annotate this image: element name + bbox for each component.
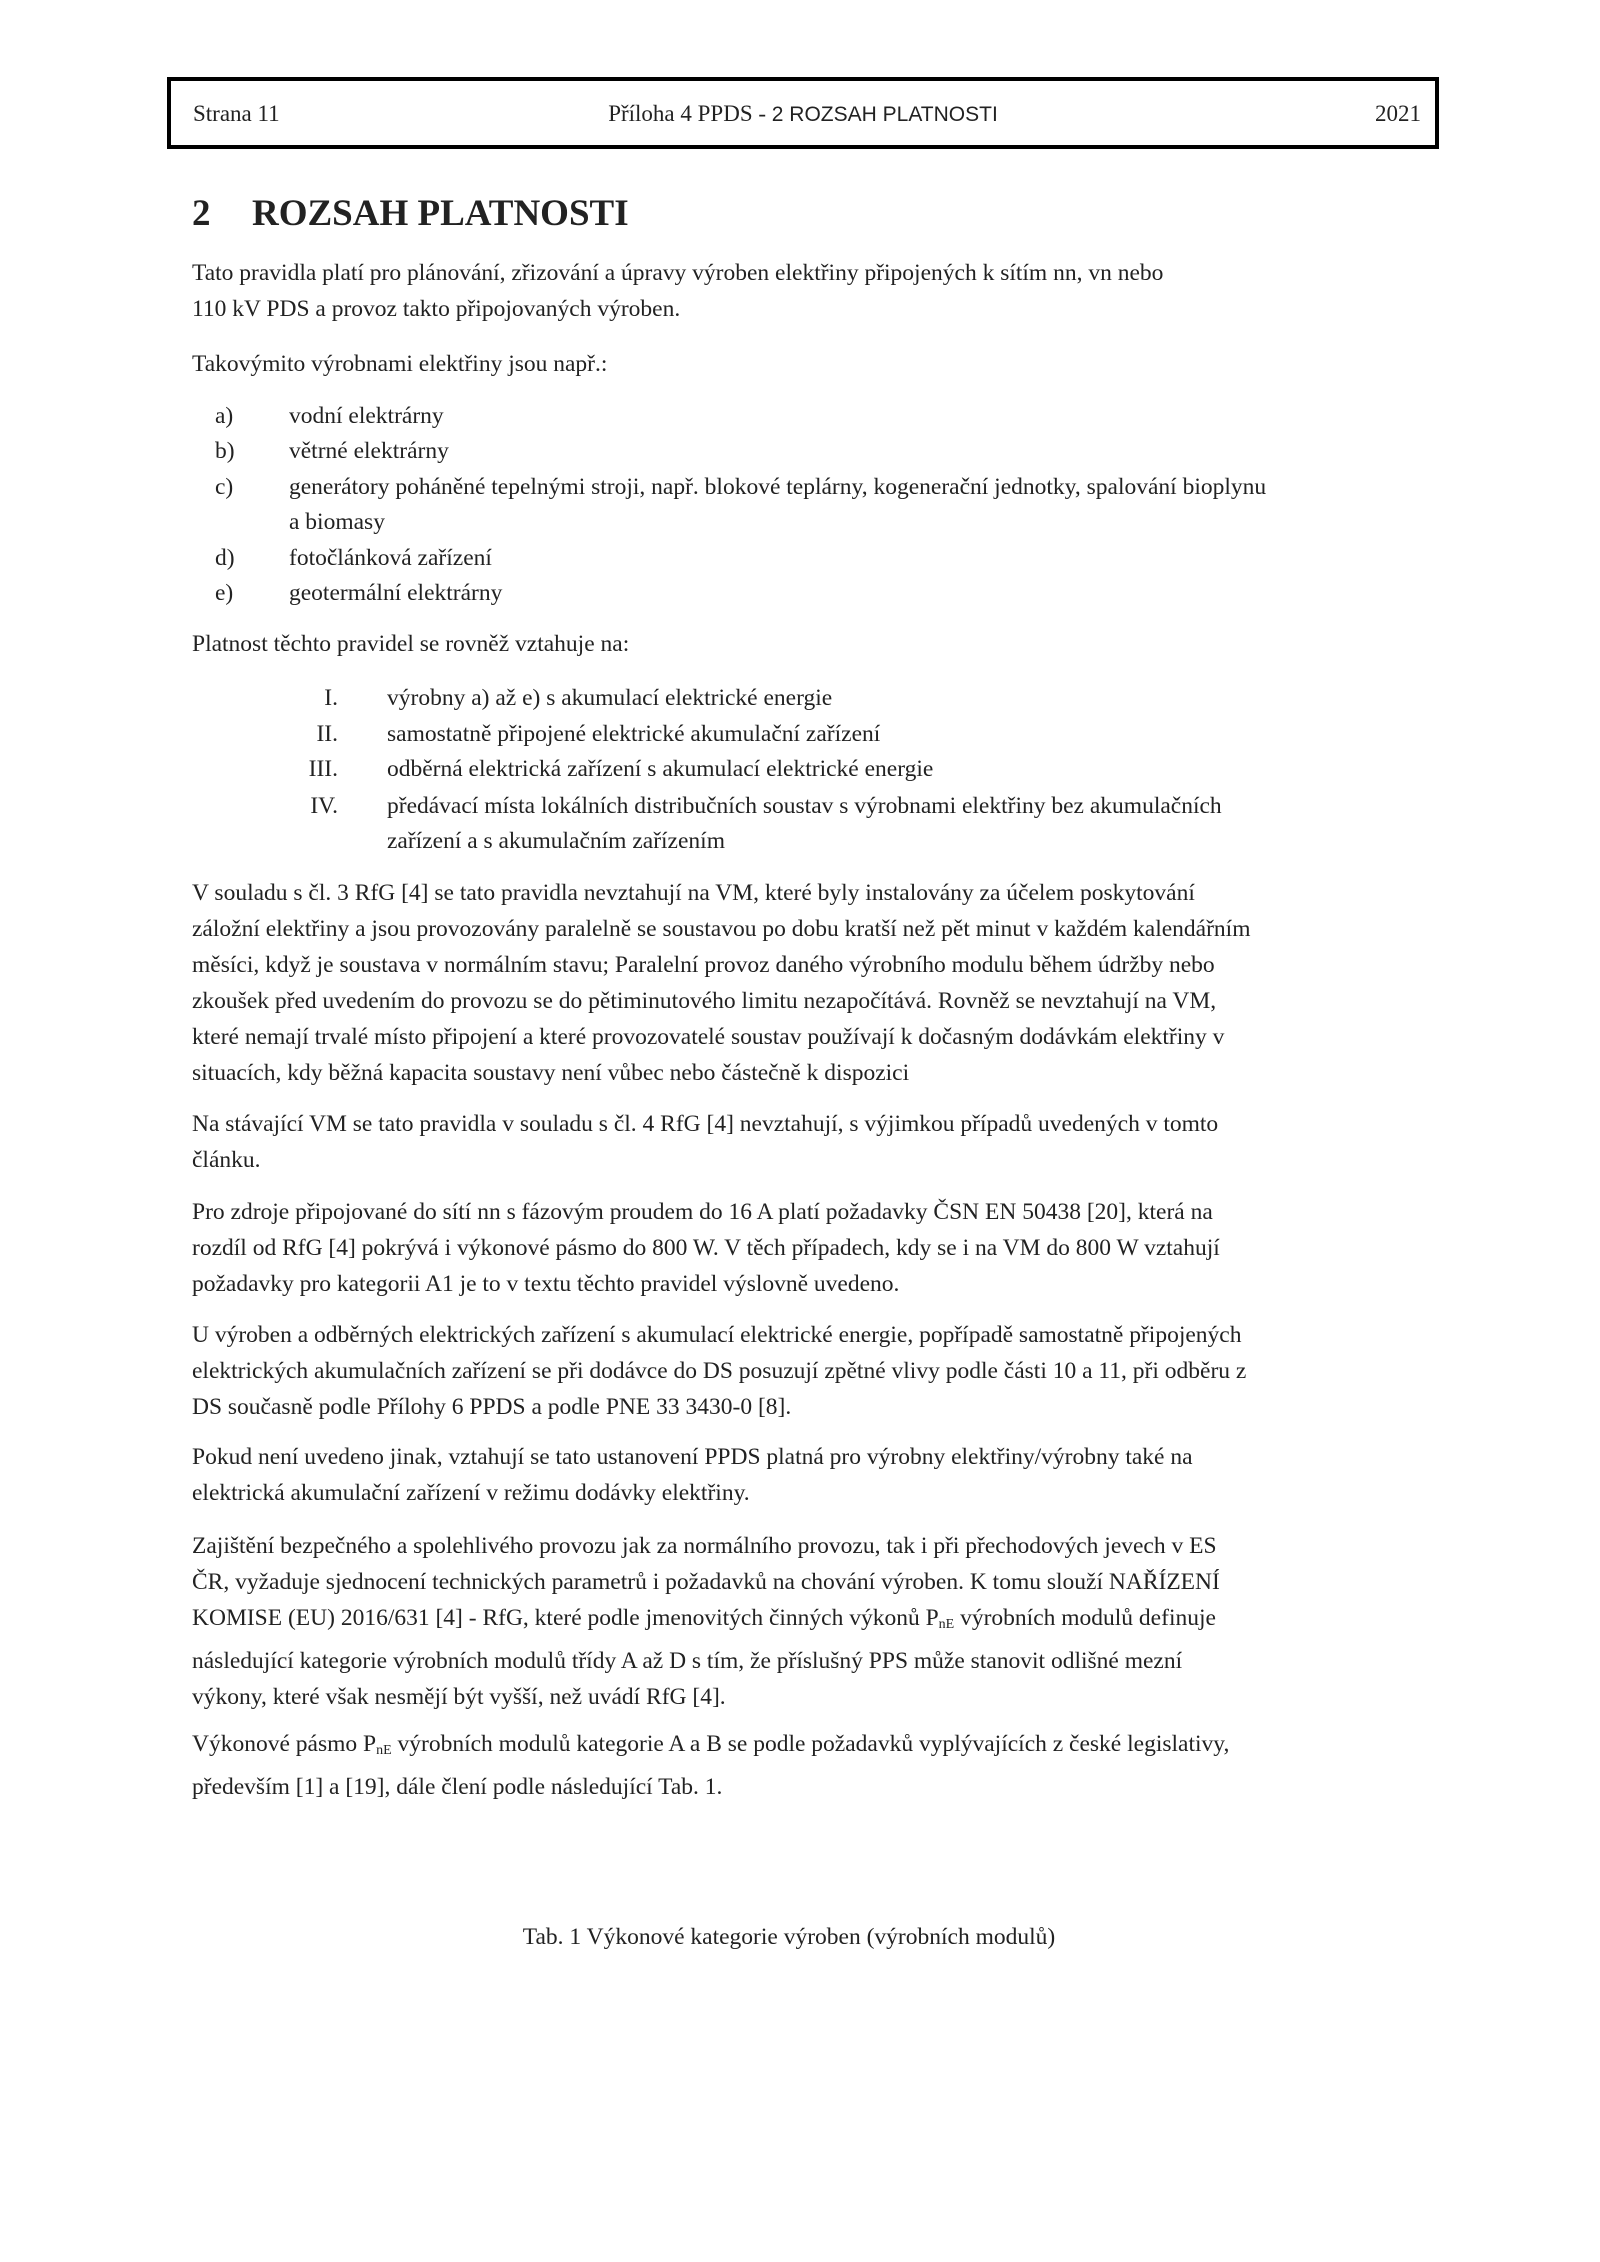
list-label: IV. (310, 793, 338, 819)
text-line: zkoušek před uvedením do provozu se do pětiminutového limitu nezapočítává. Rovněž se nevztahují na VM, (192, 988, 1217, 1014)
list-text: samostatně připojené elektrické akumulační zařízení (387, 721, 881, 747)
text-fragment: Výkonové pásmo P (192, 1731, 377, 1757)
scope-lead: Platnost těchto pravidel se rovněž vztahuje na: (192, 631, 630, 657)
text-line: článku. (192, 1147, 261, 1173)
text-line (192, 1600, 1220, 1643)
list-text: odběrná elektrická zařízení s akumulací elektrické energie (387, 756, 934, 782)
list-label: d) (215, 545, 235, 571)
list-label: e) (215, 580, 234, 606)
text-line: výkony, které však nesmějí být vyšší, než uvádí RfG [4]. (192, 1684, 726, 1710)
header-title (431, 101, 1175, 128)
list-text: a biomasy (289, 509, 385, 535)
page-number: Strana 11 (193, 101, 280, 126)
text-line: situacích, kdy běžná kapacita soustavy není vůbec nebo částečně k dispozici (192, 1060, 910, 1086)
text-line (192, 1726, 1229, 1769)
paragraph-storage (192, 1317, 1246, 1425)
list-label: II. (316, 721, 338, 747)
list-label: I. (324, 685, 338, 711)
subscript: nE (938, 1617, 955, 1632)
paragraph-nn-sources (192, 1194, 1220, 1302)
text-line: Pokud není uvedeno jinak, vztahují se tato ustanovení PPDS platná pro výrobny elektřiny/výrobny také na (192, 1444, 1193, 1470)
intro-paragraph (192, 255, 1163, 327)
header-year: 2021 (1375, 101, 1421, 126)
text-line: především [1] a [19], dále člení podle následující Tab. 1. (192, 1774, 723, 1800)
text-line: požadavky pro kategorii A1 je to v textu těchto pravidel výslovně uvedeno. (192, 1271, 900, 1297)
list-label: III. (308, 756, 338, 782)
text-line: Pro zdroje připojované do sítí nn s fázovým proudem do 16 A platí požadavky ČSN EN 50438 [20], která na (192, 1199, 1213, 1225)
text-line: Zajištění bezpečného a spolehlivého provozu jak za normálního provozu, tak i při přechodových jevech v ES (192, 1533, 1217, 1559)
list-text: výrobny a) až e) s akumulací elektrické energie (387, 685, 833, 711)
text-line: Tato pravidla platí pro plánování, zřizování a úpravy výroben elektřiny připojených k sítím nn, vn nebo (192, 260, 1164, 286)
list-label: b) (215, 438, 235, 464)
section-title: ROZSAH PLATNOSTI (252, 193, 629, 234)
list-label: a) (215, 403, 234, 429)
text-line: V souladu s čl. 3 RfG [4] se tato pravidla nevztahují na VM, které byly instalovány za účelem poskytování (192, 880, 1195, 906)
text-line: které nemají trvalé místo připojení a které provozovatelé soustav používají k dočasným dodávkám elektřiny v (192, 1024, 1225, 1050)
paragraph-default (192, 1439, 1193, 1511)
text-line: U výroben a odběrných elektrických zařízení s akumulací elektrické energie, popřípadě samostatně připojených (192, 1322, 1242, 1348)
list-text: vodní elektrárny (289, 403, 444, 429)
header-title-prefix: Příloha 4 PPDS - (608, 101, 772, 126)
text-line: měsíci, když je soustava v normálním stavu; Paralelní provoz daného výrobního modulu během údržby nebo (192, 952, 1215, 978)
text-line: elektrická akumulační zařízení v režimu dodávky elektřiny. (192, 1480, 750, 1506)
page-header (167, 77, 1439, 149)
text-line: elektrických akumulačních zařízení se při dodávce do DS posuzují zpětné vlivy podle části 10 a 11, při odběru z (192, 1358, 1247, 1384)
list-text: generátory poháněné tepelnými stroji, např. blokové teplárny, kogenerační jednotky, spalování bioplynu (289, 474, 1267, 500)
text-line: rozdíl od RfG [4] pokrývá i výkonové pásmo do 800 W. V těch případech, kdy se i na VM do 800 W vztahují (192, 1235, 1220, 1261)
text-fragment: výrobních modulů kategorie A a B se podle požadavků vyplývajících z české legislativy, (391, 1731, 1230, 1757)
section-number: 2 (192, 193, 211, 234)
examples-lead: Takovýmito výrobnami elektřiny jsou např.: (192, 351, 608, 377)
list-text: předávací místa lokálních distribučních soustav s výrobnami elektřiny bez akumulačních (387, 793, 1222, 819)
text-line: následující kategorie výrobních modulů třídy A až D s tím, že příslušný PPS může stanovit odlišné mezní (192, 1648, 1183, 1674)
list-text: zařízení a s akumulačním zařízením (387, 828, 725, 854)
text-fragment: KOMISE (EU) 2016/631 [4] - RfG, které podle jmenovitých činných výkonů P (192, 1605, 939, 1631)
list-text: fotočlánková zařízení (289, 545, 492, 571)
text-line: ČR, vyžaduje sjednocení technických parametrů i požadavků na chování výroben. K tomu slouží NAŘÍZENÍ (192, 1569, 1220, 1595)
text-line: 110 kV PDS a provoz takto připojovaných výroben. (192, 296, 681, 322)
text-line: záložní elektřiny a jsou provozovány paralelně se soustavou po dobu kratší než pět minut v každém kalendářním (192, 916, 1251, 942)
subscript: nE (376, 1743, 392, 1758)
list-label: c) (215, 474, 234, 500)
text-line: DS současně podle Přílohy 6 PPDS a podle PNE 33 3430-0 [8]. (192, 1394, 792, 1420)
text-line: Na stávající VM se tato pravidla v souladu s čl. 4 RfG [4] nevztahují, s výjimkou případů uvedených v tomto (192, 1111, 1219, 1137)
paragraph-existing-vm (192, 1106, 1218, 1178)
header-section: 2 ROZSAH PLATNOSTI (771, 103, 998, 126)
paragraph-regulation (192, 1528, 1220, 1715)
paragraph-rfg-exemption (192, 875, 1251, 1091)
table-caption: Tab. 1 Výkonové kategorie výroben (výrobních modulů) (522, 1924, 1056, 1950)
list-text: větrné elektrárny (289, 438, 449, 464)
list-text: geotermální elektrárny (289, 580, 503, 606)
paragraph-power-band (192, 1726, 1229, 1805)
text-fragment: výrobních modulů definuje (954, 1605, 1216, 1631)
section-heading (192, 192, 629, 236)
